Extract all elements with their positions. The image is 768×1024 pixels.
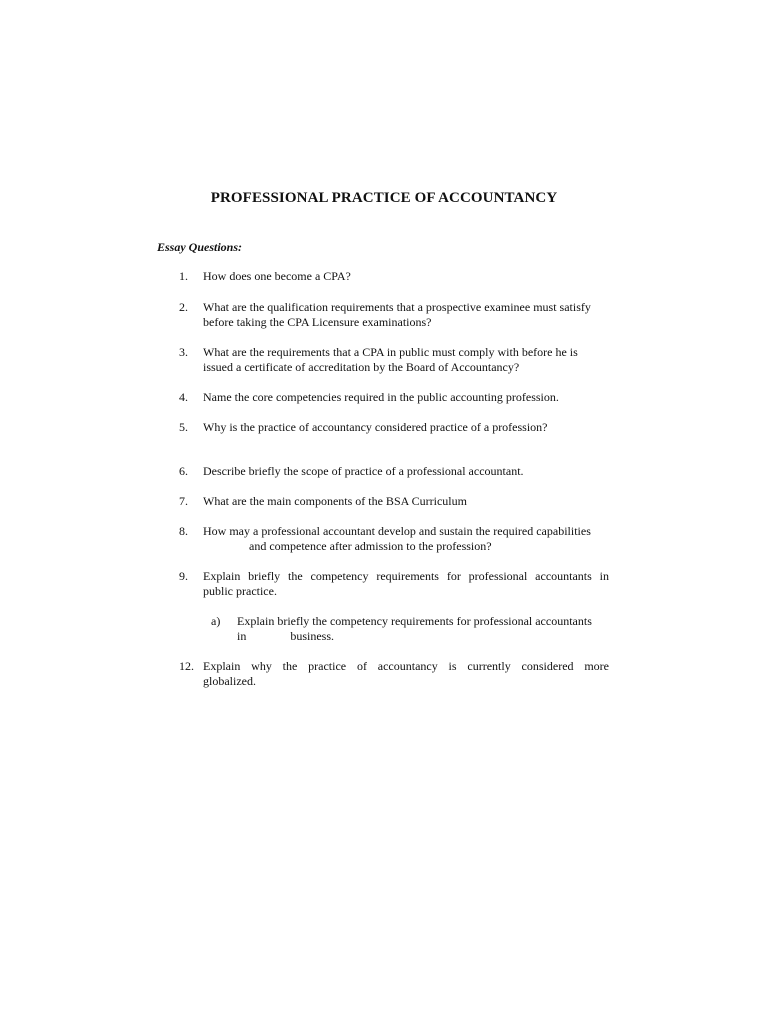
question-text: Why is the practice of accountancy considered practice of a profession? [203, 420, 548, 434]
question-number: 4. [179, 390, 188, 404]
sub-question-word-business: business. [290, 629, 335, 643]
question-text: How may a professional accountant develop and sustain the required capabilities and competence after admission to the profession? [203, 524, 591, 553]
question-number: 1. [179, 269, 188, 283]
document-title: PROFESSIONAL PRACTICE OF ACCOUNTANCY [210, 190, 558, 206]
question-number: 12. [179, 659, 194, 673]
sub-question-letter: a) [211, 614, 221, 628]
question-number: 5. [179, 420, 188, 434]
question-text: Describe briefly the scope of practice of a professional accountant. [203, 464, 524, 478]
question-number: 8. [179, 524, 188, 538]
question-number: 2. [179, 300, 188, 314]
question-text: What are the requirements that a CPA in public must comply with before he is issued a certificate of accreditation by the Board of Accountancy? [203, 345, 578, 374]
sub-question-text: Explain briefly the competency requirements for professional accountants in business. [237, 614, 592, 643]
question-text: What are the qualification requirements that a prospective examinee must satisfy before taking the CPA Licensure examinations? [203, 300, 591, 329]
question-number: 3. [179, 345, 188, 359]
question-number: 6. [179, 464, 188, 478]
question-text: Name the core competencies required in the public accounting profession. [203, 390, 559, 404]
question-number: 9. [179, 569, 188, 583]
question-text: How does one become a CPA? [203, 269, 351, 283]
question-text: Explain why the practice of accountancy is currently considered more globalized. [203, 659, 609, 688]
sub-question-word-in: in [237, 629, 247, 643]
question-text: Explain briefly the competency requirements for professional accountants in public practice. [203, 569, 609, 598]
question-number: 7. [179, 494, 188, 508]
section-heading: Essay Questions: [157, 240, 243, 254]
question-text: What are the main components of the BSA Curriculum [203, 494, 467, 508]
